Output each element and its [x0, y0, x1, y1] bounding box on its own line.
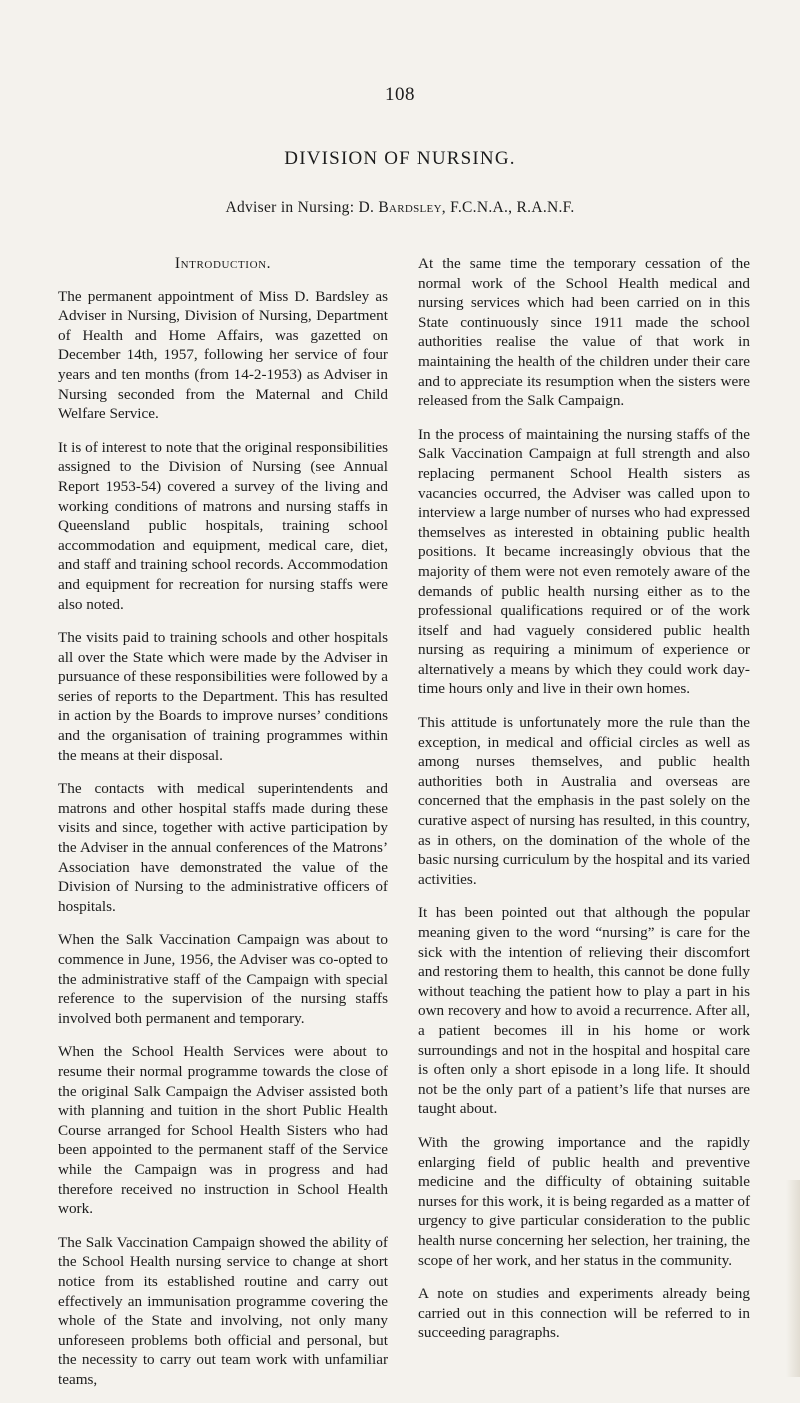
section-heading: Introduction. — [174, 255, 272, 272]
page-edge-shadow — [786, 1180, 800, 1377]
adviser-prefix: Adviser in Nursing: — [225, 199, 355, 216]
adviser-credentials: F.C.N.A., R.A.N.F. — [450, 199, 575, 216]
paragraph: It is of interest to note that the original responsibilities assigned to the Division of Nursing (see Annual Report 1953-54) covered a survey of the living and working conditions of matrons and nursing staffs in Queensland public hospitals, training school accommodation and equipment, medical care, diet, and staff and training school records. Accommodation and equipment for recreation for nursing staffs were also noted. — [58, 438, 388, 613]
paragraph: A note on studies and experiments already being carried out in this connection will be referred to in succeeding paragraphs. — [418, 1285, 750, 1342]
paragraph: With the growing importance and the rapidly enlarging field of public health and preventive medicine and the difficulty of obtaining suitable nurses for this work, it is being regarded as a matter of urgency to give particular consideration to the public health nurse concerning her selection, her training, the scope of her work, and her status in the community. — [418, 1133, 750, 1269]
paragraph: The permanent appointment of Miss D. Bardsley as Adviser in Nursing, Division of Nursing, Department of Health and Home Affairs, was gazetted on December 14th, 1957, following her service of four years and ten months (from 14-2-1953) as Adviser in Nursing seconded from the Maternal and Child Welfare Service. — [58, 287, 388, 423]
paragraph: It has been pointed out that although the popular meaning given to the word “nursing” is care for the sick with the intention of relieving their discomfort and restoring them to health, this cannot be done fully without teaching the patient how to play a part in his own recovery and how to avoid a recurrence. After all, a patient becomes ill in his home or work surroundings and not in the hospital and hospital care is often only a short episode in a long life. It should not be the only part of a patient’s life that nurses are taught about. — [418, 904, 750, 1118]
right-column — [418, 254, 750, 1357]
paragraph: This attitude is unfortunately more the rule than the exception, in medical and official circles as well as among nurses themselves, and public health authorities both in Australia and overseas are concerned that the emphasis in the past solely on the curative aspect of nursing has resulted, in this country, as in others, on the domination of the whole of the basic nursing curriculum by the hospital and its varied activities. — [418, 714, 750, 888]
adviser-name: D. Bardsley, — [358, 199, 446, 216]
division-title: DIVISION OF NURSING. — [284, 148, 516, 169]
adviser-line — [0, 199, 800, 217]
paragraph: At the same time the temporary cessation of the normal work of the School Health medical and nursing services which had been carried on in this State continuously since 1911 made the school authorities realise the value of that work in maintaining the health of the children under their care and to appreciate its resumption when the sisters were released from the Salk Campaign. — [418, 255, 750, 410]
page-number: 108 — [385, 84, 415, 105]
paragraph: When the School Health Services were about to resume their normal programme towards the close of the original Salk Campaign the Adviser assisted both with planning and tuition in the short Public Health Course arranged for School Health Sisters who had been appointed to the permanent staff of the Service while the Campaign was in progress and had therefore received no instruction in School Health work. — [58, 1043, 388, 1218]
paragraph: The visits paid to training schools and other hospitals all over the State which were made by the Adviser in pursuance of these responsibilities were followed by a series of reports to the Department. This has resulted in action by the Boards to improve nurses’ conditions and the organisation of training programmes within the means at their disposal. — [58, 629, 388, 764]
left-column — [58, 254, 388, 1403]
paragraph: The Salk Vaccination Campaign showed the ability of the School Health nursing service to change at short notice from its established routine and carry out effectively an immunisation programme covering the whole of the State and involving, not only many unforeseen problems both official and personal, but the necessity to carry out team work with unfamiliar teams, — [58, 1233, 388, 1388]
paragraph: In the process of maintaining the nursing staffs of the Salk Vaccination Campaign at full strength and also replacing permanent School Health sisters as vacancies occurred, the Adviser was called upon to interview a large number of nurses who had expressed themselves as interested in obtaining public health positions. It became increasingly obvious that the majority of them were not even remotely aware of the demands of public health nursing either as to the professional qualifications required or of the work itself and had vaguely considered public health nursing as requiring a minimum of experience or alternatively a means by which they could work day-time hours only and live in their own homes. — [418, 425, 750, 698]
paragraph: When the Salk Vaccination Campaign was about to commence in June, 1956, the Adviser was co-opted to the administrative staff of the Campaign with special reference to the supervision of the nursing staffs involved both permanent and temporary. — [58, 931, 388, 1027]
paragraph: The contacts with medical superintendents and matrons and other hospital staffs made during these visits and since, together with active participation by the Adviser in the annual conferences of the Matrons’ Association have demonstrated the value of the Division of Nursing to the administrative officers of hospitals. — [58, 780, 388, 915]
